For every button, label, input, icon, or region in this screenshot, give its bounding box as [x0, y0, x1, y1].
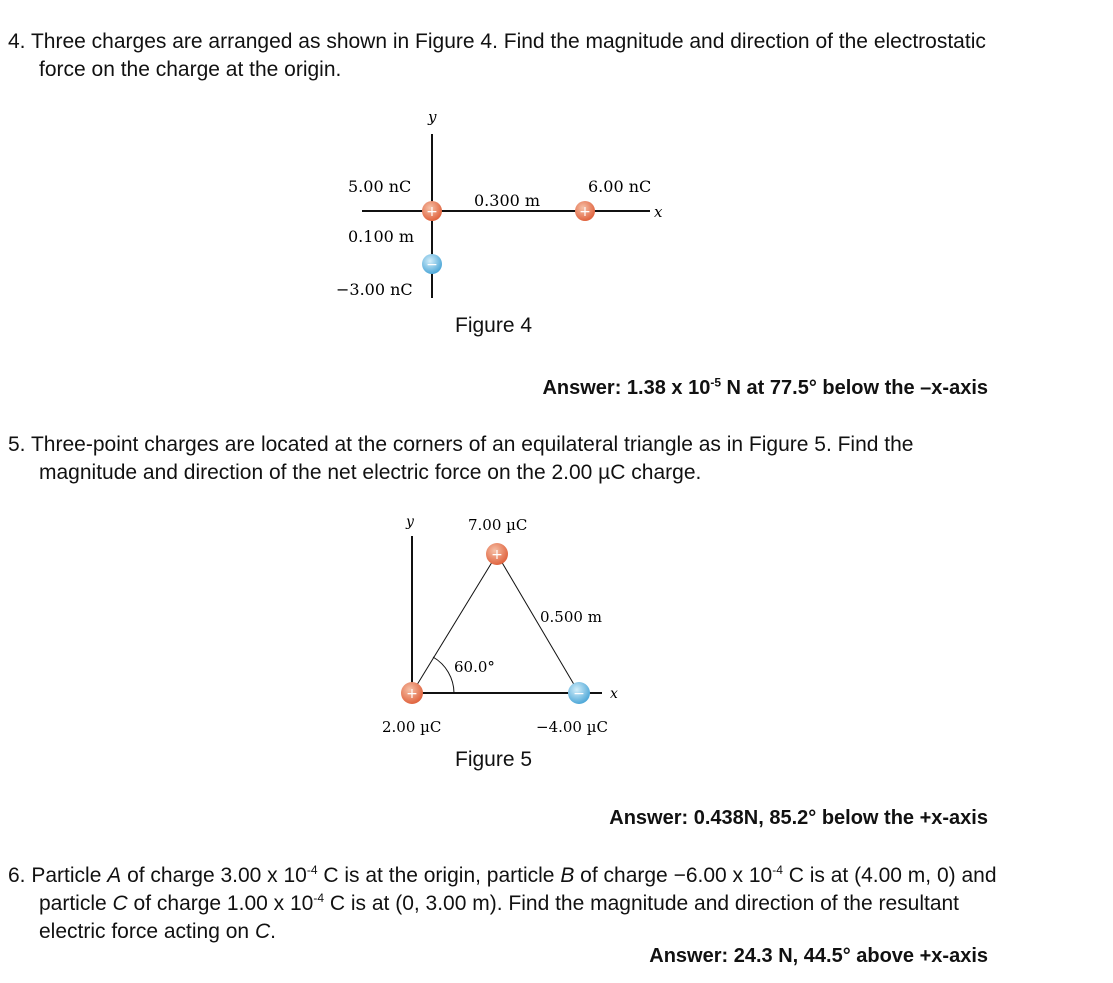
answer-5: Answer: 0.438N, 85.2° below the +x-axis	[609, 807, 988, 829]
plus-sign: +	[406, 686, 418, 702]
question-4	[8, 28, 998, 84]
figure-4-caption: Figure 4	[455, 314, 533, 337]
x-axis-label: x	[654, 203, 663, 221]
angle-label: 60.0°	[454, 658, 495, 676]
answer-4: Answer: 1.38 x $10^{-5}$ N at 77.5° below the –x-axis	[542, 375, 988, 399]
angle-arc	[433, 657, 454, 693]
plus-sign: +	[579, 204, 591, 220]
question-text: Three-point charges are located at the corners of an equilateral triangle as in Figure 5. Find the magnitude and direction of the net electric force on the 2.00 µC charge.	[30, 433, 914, 484]
charge-label-right: −4.00 µC	[536, 718, 608, 736]
distance-label-x: 0.300 m	[474, 191, 541, 210]
charge-label-right: 6.00 nC	[588, 177, 652, 196]
question-5	[8, 431, 998, 487]
question-number: 4.	[8, 30, 26, 53]
charge-label-origin: 5.00 nC	[348, 177, 412, 196]
side-length-label: 0.500 m	[540, 608, 602, 626]
figure-5-diagram	[370, 506, 650, 744]
charge-label-below: −3.00 nC	[336, 280, 413, 299]
question-6: 6. Particle A of charge 3.00 x $10^{-4}$ C is at the origin, particle B of charge −6.00 x $10^{-4}$ C is at (4.00 m, 0) and particle C of charge 1.00 x $10^{-4}$ C is at (0, 3.00 m). Find the magnitude and direction of the resultant electric force acting on C.	[8, 863, 997, 943]
answer-6: Answer: 24.3 N, 44.5° above +x-axis	[649, 945, 988, 967]
plus-sign: +	[491, 547, 503, 563]
charge-label-top: 7.00 µC	[468, 516, 528, 534]
plus-sign: +	[426, 204, 438, 220]
distance-label-y: 0.100 m	[348, 227, 415, 246]
question-text: Three charges are arranged as shown in Figure 4. Find the magnitude and direction of the electrostatic force on the charge at the origin.	[30, 30, 986, 81]
y-axis-label: y	[428, 108, 437, 126]
figure-4-diagram	[330, 104, 690, 314]
minus-sign: −	[573, 686, 585, 702]
y-axis-label: y	[406, 514, 414, 530]
question-number: 5.	[8, 433, 26, 456]
minus-sign: −	[426, 257, 438, 273]
question-number: 6.	[8, 864, 26, 887]
x-axis-label: x	[610, 686, 618, 702]
figure-5-caption: Figure 5	[455, 748, 533, 771]
charge-label-left: 2.00 µC	[382, 718, 442, 736]
